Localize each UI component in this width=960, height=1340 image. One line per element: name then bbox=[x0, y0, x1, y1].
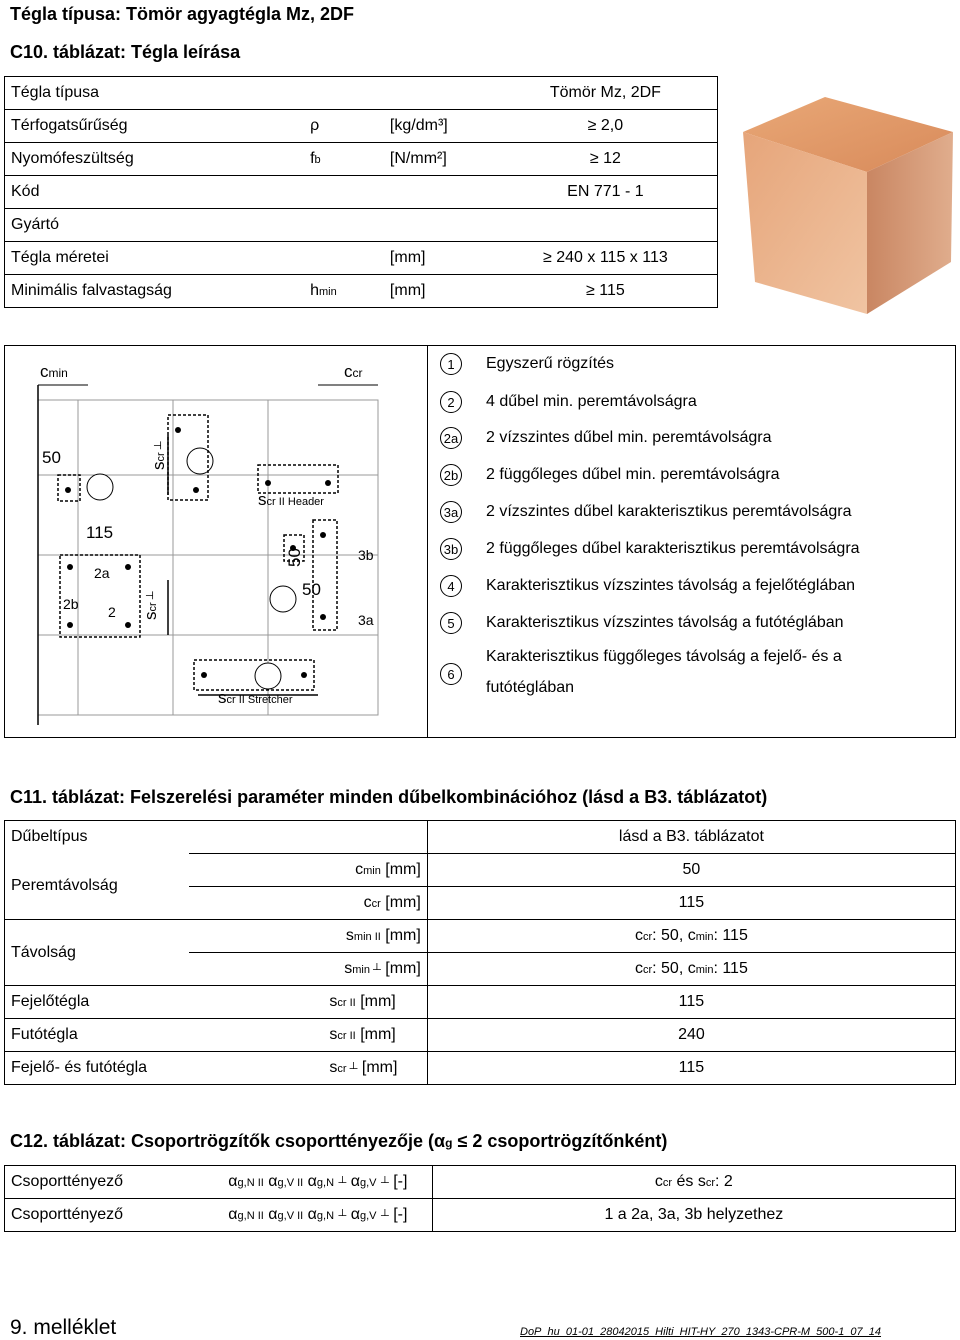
param-value: 240 bbox=[427, 1019, 955, 1052]
param-value: 50 bbox=[427, 854, 955, 887]
legend-text: 2 függőleges dűbel karakterisztikus peremtávolságra bbox=[486, 540, 860, 557]
param-label: αg,N II αg,V II αg,N ┴ αg,V ┴ [-] bbox=[224, 1199, 432, 1232]
row-label: Minimális falvastagság bbox=[5, 275, 305, 308]
table-row bbox=[5, 1052, 956, 1085]
row-value bbox=[494, 209, 718, 242]
table-row bbox=[5, 986, 956, 1019]
marker-2: 2 bbox=[108, 604, 116, 620]
table-row bbox=[5, 242, 718, 275]
row-value: EN 771 - 1 bbox=[494, 176, 718, 209]
legend-marker: 2 bbox=[440, 391, 462, 413]
anchor-layout-diagram bbox=[28, 355, 413, 733]
footer-annex-label: 9. melléklet bbox=[10, 1316, 117, 1339]
legend-marker: 4 bbox=[440, 575, 462, 597]
legend-text: 2 vízszintes dűbel min. peremtávolságra bbox=[486, 429, 772, 446]
legend-marker: 3a bbox=[440, 501, 462, 523]
figure-divider bbox=[427, 345, 428, 738]
legend-text: Karakterisztikus függőleges távolság a fejelő- és a bbox=[486, 648, 842, 665]
brick-description-table bbox=[4, 76, 718, 308]
legend-text: 4 dűbel min. peremtávolságra bbox=[486, 393, 697, 410]
table-row bbox=[5, 920, 956, 953]
table-row bbox=[5, 77, 718, 110]
table-row bbox=[5, 143, 718, 176]
param-label: smin ┴ [mm] bbox=[189, 953, 427, 986]
table-row bbox=[5, 110, 718, 143]
dim-50-label: 50 bbox=[42, 448, 61, 467]
marker-3a: 3a bbox=[358, 612, 374, 628]
table-row bbox=[5, 821, 956, 854]
table-row bbox=[5, 275, 718, 308]
scr-stretcher-label: scr II Stretcher bbox=[218, 688, 293, 707]
row-symbol: hmin bbox=[304, 275, 384, 308]
row-label: Csoporttényező bbox=[5, 1166, 225, 1199]
cmin-label: cmin bbox=[40, 362, 68, 381]
param-value: ccr: 50, cmin: 115 bbox=[427, 953, 955, 986]
row-label: Távolság bbox=[5, 920, 190, 986]
legend-marker: 1 bbox=[440, 353, 462, 375]
row-label: Dűbeltípus bbox=[5, 821, 190, 854]
legend-marker: 3b bbox=[440, 538, 462, 560]
c11-title: C11. táblázat: Felszerelési paraméter minden dűbelkombinációhoz (lásd a B3. táblázatot) bbox=[10, 787, 768, 807]
installation-parameters-table bbox=[4, 820, 956, 1085]
param-label: ccr [mm] bbox=[189, 887, 427, 920]
footer-document-id: DoP_hu_01-01_28042015_Hilti_HIT-HY_270_1343-CPR-M_500-1_07_14 bbox=[520, 1326, 882, 1338]
param-value: 115 bbox=[427, 887, 955, 920]
row-value: ≥ 115 bbox=[494, 275, 718, 308]
row-label: Fejelő- és futótégla bbox=[5, 1052, 190, 1085]
row-value: 1 a 2a, 3a, 3b helyzethez bbox=[432, 1199, 955, 1232]
param-label: scr ┴ [mm] bbox=[189, 1052, 427, 1085]
row-label: Peremtávolság bbox=[5, 854, 190, 920]
row-value: ≥ 2,0 bbox=[494, 110, 718, 143]
legend-marker: 6 bbox=[440, 663, 462, 685]
marker-2a: 2a bbox=[94, 565, 110, 581]
group-factor-table bbox=[4, 1165, 956, 1232]
c10-title: C10. táblázat: Tégla leírása bbox=[10, 42, 241, 62]
row-value: ≥ 12 bbox=[494, 143, 718, 176]
row-label: Kód bbox=[5, 176, 305, 209]
row-label: Gyártó bbox=[5, 209, 305, 242]
dim-115-label: 115 bbox=[86, 523, 114, 542]
legend-text: Karakterisztikus vízszintes távolság a futótéglában bbox=[486, 614, 844, 631]
param-label: smin II [mm] bbox=[189, 920, 427, 953]
row-value: lásd a B3. táblázatot bbox=[427, 821, 955, 854]
row-unit: [N/mm²] bbox=[384, 143, 494, 176]
legend-text: 2 vízszintes dűbel karakterisztikus peremtávolságra bbox=[486, 503, 852, 520]
row-value: Tömör Mz, 2DF bbox=[494, 77, 718, 110]
table-row bbox=[5, 176, 718, 209]
legend-marker: 5 bbox=[440, 612, 462, 634]
legend-text: Egyszerű rögzítés bbox=[486, 355, 615, 372]
row-unit: [kg/dm³] bbox=[384, 110, 494, 143]
row-label: Futótégla bbox=[5, 1019, 190, 1052]
legend-marker: 2a bbox=[440, 427, 462, 449]
param-value: 115 bbox=[427, 1052, 955, 1085]
table-row bbox=[5, 1019, 956, 1052]
table-row bbox=[5, 1199, 956, 1232]
legend-text: Karakterisztikus vízszintes távolság a fejelőtéglában bbox=[486, 577, 856, 594]
row-value: ccr és scr: 2 bbox=[432, 1166, 955, 1199]
scr-perp-label: scr ┴ bbox=[141, 591, 160, 620]
param-label: αg,N II αg,V II αg,N ┴ αg,V ┴ [-] bbox=[224, 1166, 432, 1199]
param-label: scr II [mm] bbox=[189, 986, 427, 1019]
dim-50-vertical-label: 50 bbox=[285, 548, 304, 567]
row-label: Tégla típusa bbox=[5, 77, 305, 110]
row-unit: [mm] bbox=[384, 242, 494, 275]
param-value: 115 bbox=[427, 986, 955, 1019]
row-value: ≥ 240 x 115 x 113 bbox=[494, 242, 718, 275]
page-heading: Tégla típusa: Tömör agyagtégla Mz, 2DF bbox=[10, 4, 355, 24]
marker-2b: 2b bbox=[63, 596, 79, 612]
table-row bbox=[5, 1166, 956, 1199]
param-value: ccr: 50, cmin: 115 bbox=[427, 920, 955, 953]
row-label: Nyomófeszültség bbox=[5, 143, 305, 176]
row-unit: [mm] bbox=[384, 275, 494, 308]
ccr-label: ccr bbox=[344, 362, 363, 381]
row-label: Csoporttényező bbox=[5, 1199, 225, 1232]
param-label: scr II [mm] bbox=[189, 1019, 427, 1052]
brick-image bbox=[735, 92, 955, 317]
row-label: Fejelőtégla bbox=[5, 986, 190, 1019]
table-row bbox=[5, 209, 718, 242]
row-label: Térfogatsűrűség bbox=[5, 110, 305, 143]
row-symbol: ρ bbox=[304, 110, 384, 143]
row-symbol: fb bbox=[304, 143, 384, 176]
marker-3b: 3b bbox=[358, 547, 374, 563]
table-row bbox=[5, 854, 956, 887]
param-label: cmin [mm] bbox=[189, 854, 427, 887]
legend-text: futótéglában bbox=[486, 679, 575, 696]
c12-title: C12. táblázat: Csoportrögzítők csoporttényezője (αg ≤ 2 csoportrögzítőnként) bbox=[10, 1131, 668, 1151]
dim-50-label: 50 bbox=[302, 580, 321, 599]
legend-marker: 2b bbox=[440, 464, 462, 486]
scr-header-label: scr II Header bbox=[258, 490, 324, 509]
legend-text: 2 függőleges dűbel min. peremtávolságra bbox=[486, 466, 780, 483]
scr-perp-label: scr ┴ bbox=[149, 441, 168, 470]
row-label: Tégla méretei bbox=[5, 242, 305, 275]
